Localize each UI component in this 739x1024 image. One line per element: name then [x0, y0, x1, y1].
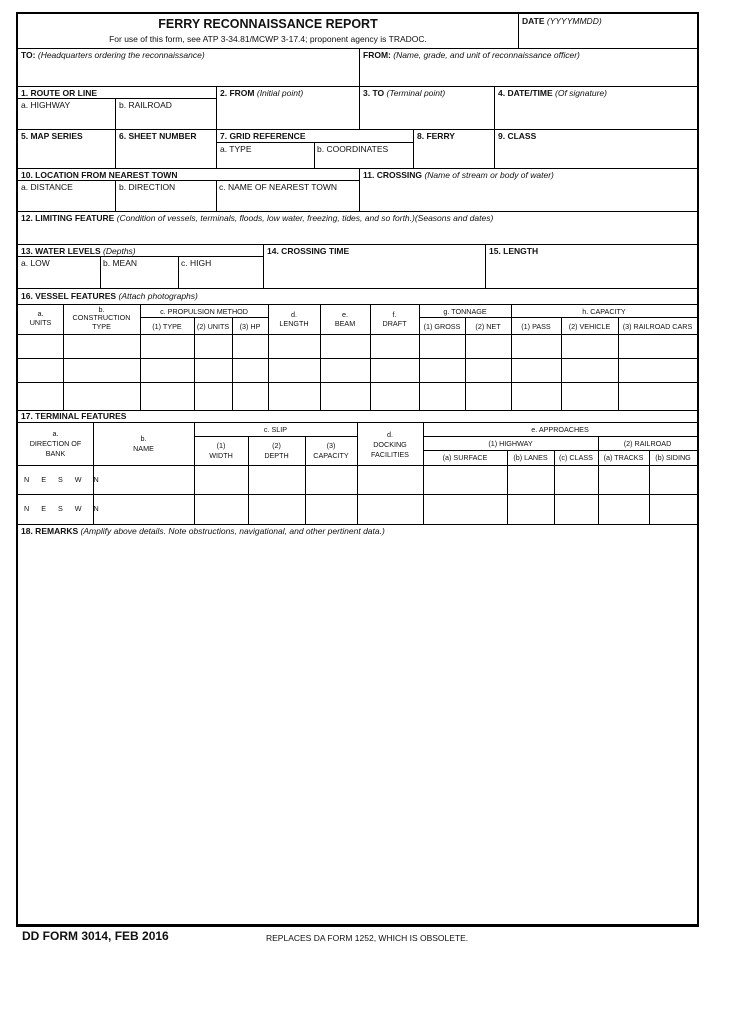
col-d-letter: d. — [387, 430, 393, 439]
class-label: 9. CLASS — [498, 131, 537, 141]
form-subtitle: For use of this form, see ATP 3-34.81/MCWP 3-17.4; proponent agency is TRADOC. — [109, 34, 427, 44]
from-point-label: 2. FROM — [220, 88, 255, 98]
col-b-letter: b. — [98, 305, 105, 314]
col-highway-surface: (a) SURFACE — [442, 453, 488, 462]
sheet-number-field[interactable] — [115, 130, 216, 168]
grid-reference-label: 7. GRID REFERENCE — [220, 131, 306, 141]
to-from-row — [18, 48, 697, 86]
col-a-letter: a. — [52, 429, 59, 438]
col-d-letter: d. — [291, 310, 297, 319]
remarks-field[interactable] — [18, 524, 697, 924]
distance-field[interactable]: a. DISTANCE — [21, 182, 73, 192]
bank-direction-row-1[interactable]: N E S W N — [24, 475, 104, 484]
col-capacity-vehicle: (2) VEHICLE — [568, 322, 611, 331]
to-hint: (Headquarters ordering the reconnaissance) — [37, 50, 205, 60]
location-from-town — [18, 169, 359, 211]
col-bank: BANK — [45, 449, 66, 458]
highway-field[interactable]: a. HIGHWAY — [21, 100, 71, 110]
col-e-letter: e. — [342, 310, 348, 319]
ferry-reconnaissance-form — [16, 12, 699, 927]
map-series-label: 5. MAP SERIES — [21, 131, 83, 141]
col-slip-2: (2) — [272, 441, 281, 450]
date-hint: (YYYYMMDD) — [546, 16, 602, 26]
col-f-letter: f. — [392, 310, 397, 319]
to-label: TO: — [21, 50, 36, 60]
col-length: LENGTH — [279, 319, 309, 328]
from-point-hint: (Initial point) — [256, 88, 304, 98]
col-draft: DRAFT — [382, 319, 407, 328]
col-approach-highway: (1) HIGHWAY — [488, 439, 533, 448]
col-docking-facilities: FACILITIES — [371, 450, 409, 459]
to-point-hint: (Terminal point) — [386, 88, 446, 98]
col-tonnage-net: (2) NET — [475, 322, 501, 331]
col-propulsion-hp: (3) HP — [239, 322, 261, 331]
crossing-label: 11. CROSSING — [363, 170, 423, 180]
route-row — [18, 86, 697, 129]
col-highway-lanes: (b) LANES — [513, 453, 548, 462]
map-series-field[interactable] — [18, 130, 115, 168]
col-propulsion-units: (2) UNITS — [196, 322, 230, 331]
datetime-field[interactable] — [494, 87, 697, 129]
vessel-features — [18, 288, 697, 410]
ferry-field[interactable] — [413, 130, 494, 168]
col-slip: c. SLIP — [263, 425, 288, 434]
high-field[interactable]: c. HIGH — [181, 258, 212, 268]
col-units: UNITS — [29, 318, 52, 327]
col-capacity-railroad-cars: (3) RAILROAD CARS — [622, 322, 693, 331]
terminal-features — [18, 410, 697, 524]
datetime-hint: (Of signature) — [555, 88, 607, 98]
sheet-number-label: 6. SHEET NUMBER — [119, 131, 197, 141]
date-field[interactable] — [518, 14, 697, 48]
grid-coordinates-field[interactable]: b. COORDINATES — [317, 144, 389, 154]
form-id: DD FORM 3014, FEB 2016 — [22, 929, 169, 943]
to-point-field[interactable] — [359, 87, 494, 129]
replaces-note: REPLACES DA FORM 1252, WHICH IS OBSOLETE. — [266, 933, 469, 943]
crossing-time-label: 14. CROSSING TIME — [267, 246, 350, 256]
limiting-feature-field[interactable] — [18, 211, 697, 244]
map-row — [18, 129, 697, 168]
location-row — [18, 168, 697, 211]
col-railroad-siding: (b) SIDING — [655, 453, 691, 462]
col-approaches: e. APPROACHES — [531, 425, 589, 434]
col-propulsion-type: (1) TYPE — [152, 322, 182, 331]
vessel-features-hint: (Attach photographs) — [118, 291, 198, 301]
col-beam: BEAM — [334, 319, 356, 328]
length-field[interactable] — [485, 245, 697, 288]
col-slip-depth: DEPTH — [264, 451, 289, 460]
col-b-letter: b. — [140, 434, 147, 443]
col-direction-of: DIRECTION OF — [29, 439, 82, 448]
ferry-label: 8. FERRY — [417, 131, 455, 141]
col-propulsion-method: c. PROPULSION METHOD — [160, 307, 248, 316]
water-levels-label: 13. WATER LEVELS — [21, 246, 101, 256]
col-construction-type: TYPE — [92, 322, 111, 331]
header-row — [18, 14, 697, 48]
col-tonnage-gross: (1) GROSS — [423, 322, 461, 331]
limiting-feature-label: 12. LIMITING FEATURE — [21, 213, 115, 223]
col-highway-class: (c) CLASS — [559, 453, 593, 462]
col-capacity-pass: (1) PASS — [521, 322, 551, 331]
col-a-letter: a. — [37, 309, 44, 318]
limiting-feature-hint: (Condition of vessels, terminals, floods, low water, freezing, tides, and so forth.)(Seasons and dates) — [116, 213, 494, 223]
col-slip-capacity: CAPACITY — [313, 451, 349, 460]
water-row — [18, 244, 697, 288]
from-field[interactable] — [359, 49, 697, 86]
title-block — [18, 14, 518, 48]
col-slip-3: (3) — [326, 441, 336, 450]
crossing-time-field[interactable] — [263, 245, 485, 288]
water-levels — [18, 245, 263, 288]
class-field[interactable] — [494, 130, 697, 168]
nearest-town-field[interactable]: c. NAME OF NEAREST TOWN — [219, 182, 338, 192]
route-label: 1. ROUTE OR LINE — [21, 88, 98, 98]
low-field[interactable]: a. LOW — [21, 258, 50, 268]
from-label: FROM: — [363, 50, 391, 60]
from-point-field[interactable] — [216, 87, 359, 129]
remarks-hint: (Amplify above details. Note obstructions, navigational, and other pertinent data.) — [80, 526, 385, 536]
grid-reference — [216, 130, 413, 168]
remarks-label: 18. REMARKS — [21, 526, 79, 536]
col-railroad-tracks: (a) TRACKS — [603, 453, 644, 462]
col-docking: DOCKING — [373, 440, 407, 449]
col-name: NAME — [133, 444, 154, 453]
terminal-features-label: 17. TERMINAL FEATURES — [21, 411, 127, 421]
mean-field[interactable]: b. MEAN — [103, 258, 138, 268]
water-levels-hint: (Depths) — [103, 246, 136, 256]
datetime-label: 4. DATE/TIME — [498, 88, 553, 98]
col-capacity: h. CAPACITY — [582, 307, 626, 316]
bank-direction-row-2[interactable]: N E S W N — [24, 504, 104, 513]
grid-type-field[interactable]: a. TYPE — [220, 144, 252, 154]
col-construction: CONSTRUCTION — [72, 313, 131, 322]
route-or-line — [18, 87, 216, 129]
col-approach-railroad: (2) RAILROAD — [623, 439, 672, 448]
col-slip-width: WIDTH — [209, 451, 233, 460]
crossing-hint: (Name of stream or body of water) — [424, 170, 554, 180]
col-slip-1: (1) — [216, 441, 226, 450]
location-label: 10. LOCATION FROM NEAREST TOWN — [21, 170, 178, 180]
from-hint: (Name, grade, and unit of reconnaissance officer) — [393, 50, 580, 60]
to-point-label: 3. TO — [363, 88, 385, 98]
col-tonnage: g. TONNAGE — [443, 307, 487, 316]
length-label: 15. LENGTH — [489, 246, 539, 256]
railroad-field[interactable]: b. RAILROAD — [119, 100, 172, 110]
to-field[interactable] — [18, 49, 359, 86]
date-label: DATE — [522, 16, 545, 26]
direction-field[interactable]: b. DIRECTION — [119, 182, 176, 192]
crossing-field[interactable] — [359, 169, 697, 211]
form-title: FERRY RECONNAISSANCE REPORT — [158, 17, 378, 31]
vessel-features-label: 16. VESSEL FEATURES — [21, 291, 117, 301]
